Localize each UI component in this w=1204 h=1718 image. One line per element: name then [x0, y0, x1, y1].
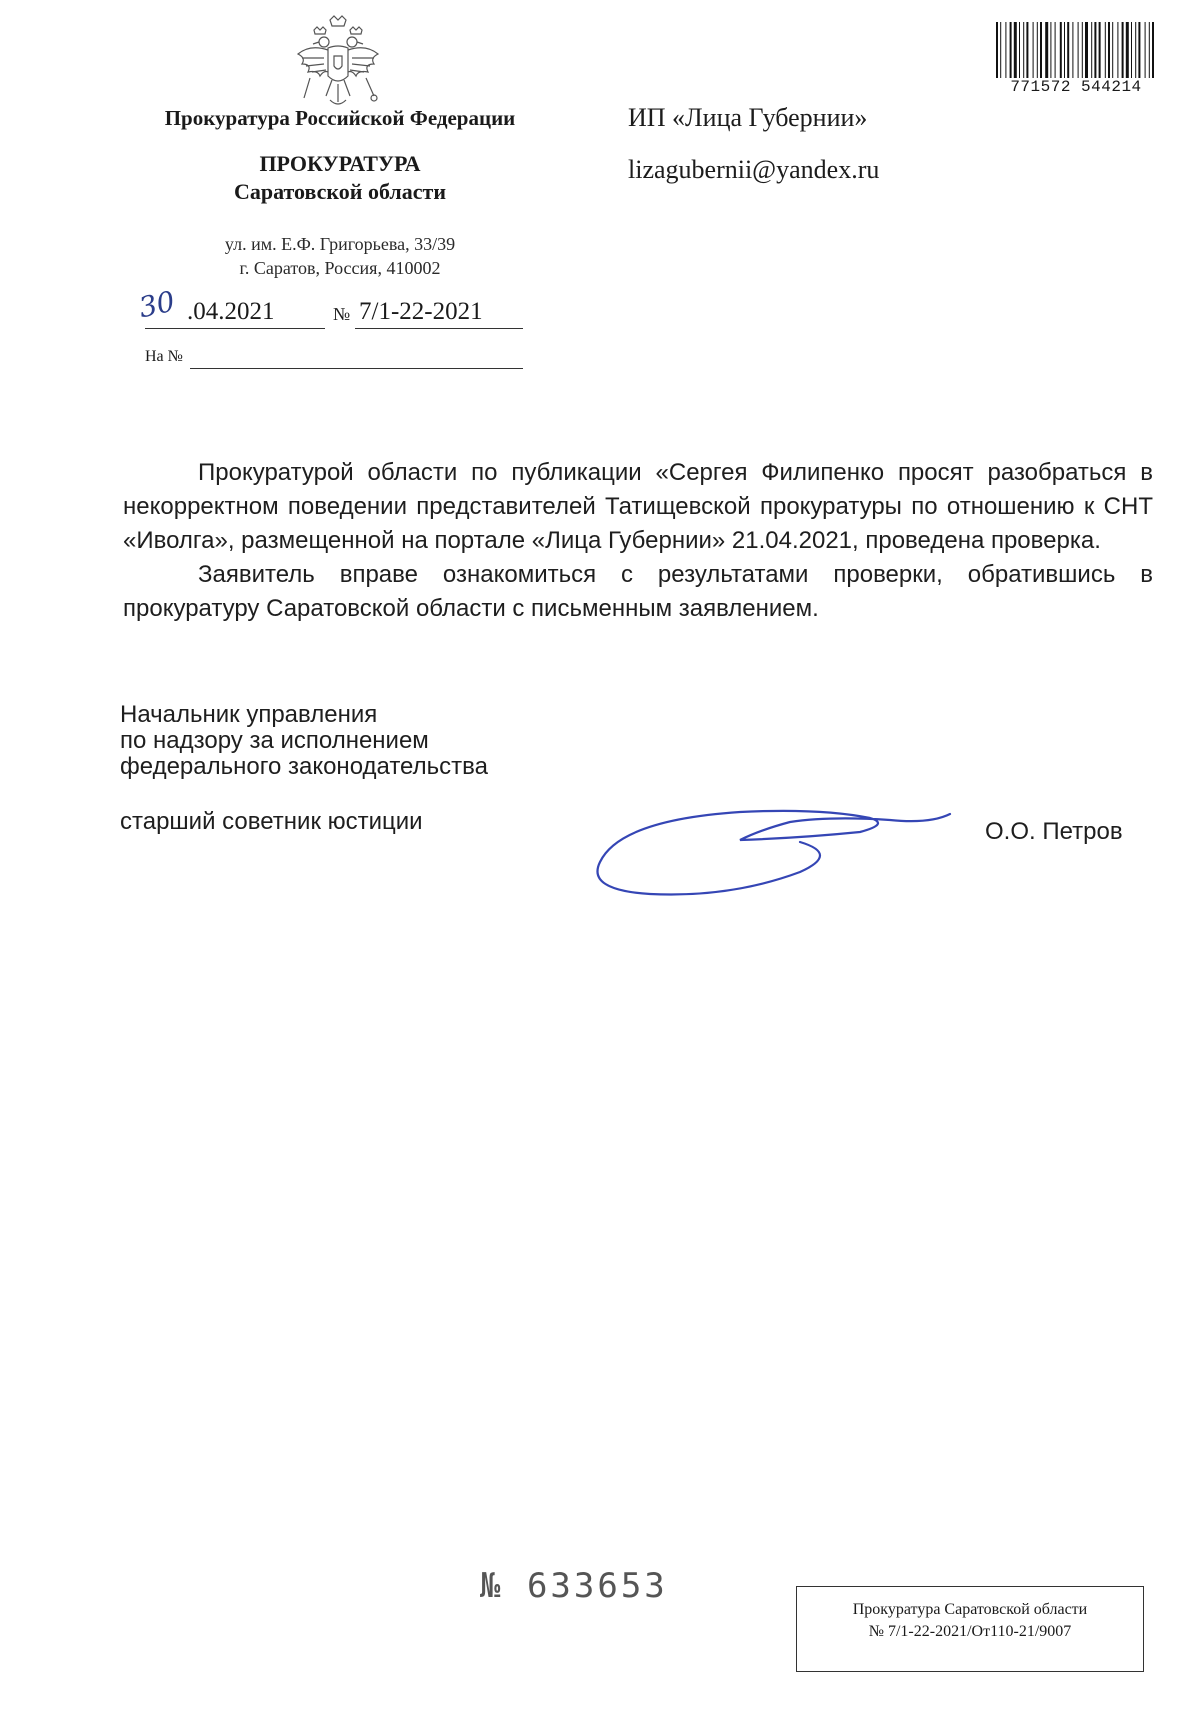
- outgoing-number-field: [355, 298, 523, 329]
- address-line-1: ул. им. Е.Ф. Григорьева, 33/39: [224, 234, 456, 254]
- signatory-title-line-2: по надзору за исполнением: [120, 727, 429, 754]
- agency-name: [120, 150, 560, 206]
- reference-line: [145, 348, 523, 370]
- reference-field: [190, 350, 523, 369]
- outgoing-number: 7/1-22-2021: [359, 298, 483, 325]
- body-paragraph-2: Заявитель вправе ознакомиться с результатами проверки, обратившись в прокуратуру Саратовской области с письменным заявлением.: [123, 561, 1153, 622]
- handwritten-day: 30: [135, 284, 178, 325]
- reference-label: На №: [145, 348, 183, 365]
- letter-body: [123, 456, 1153, 626]
- registration-stamp: [796, 1586, 1144, 1672]
- signatory-title-line-3: федерального законодательства: [120, 753, 488, 780]
- signatory-rank: старший советник юстиции: [120, 808, 423, 835]
- body-paragraph-1: Прокуратурой области по публикации «Сергея Филипенко просят разобраться в некорректном поведении представителей Татищевской прокуратуры по отношению к СНТ «Иволга», размещенной на портале «Лица Губернии» 21.04.2021, проведена проверка.: [123, 459, 1153, 554]
- recipient-email: lizagubernii@yandex.ru: [628, 155, 880, 184]
- barcode-digits: 771572 544214: [1010, 78, 1142, 96]
- signatory-name: О.О. Петров: [985, 818, 1123, 845]
- recipient-name: ИП «Лица Губернии»: [628, 103, 868, 132]
- stamp-line-2: № 7/1-22-2021/От110-21/9007: [868, 1623, 1072, 1640]
- handwritten-signature: [590, 800, 960, 900]
- date-text: .04.2021: [187, 298, 275, 325]
- signatory-title: [120, 702, 488, 780]
- agency-name-line-1: ПРОКУРАТУРА: [259, 151, 421, 176]
- address-line-2: г. Саратов, Россия, 410002: [239, 258, 441, 278]
- number-sign: №: [333, 304, 351, 324]
- agency-name-line-2: Саратовской области: [233, 179, 447, 204]
- registration-number: № 633653: [480, 1566, 668, 1606]
- signatory-title-line-1: Начальник управления: [120, 701, 378, 728]
- coat-of-arms-icon: [290, 14, 386, 114]
- date-field: [135, 284, 325, 329]
- recipient-block: [628, 92, 879, 196]
- date-number-line: [135, 284, 523, 328]
- agency-address: [120, 232, 560, 280]
- agency-parent-name: Прокуратура Российской Федерации: [164, 106, 516, 130]
- stamp-line-1: Прокуратура Саратовской области: [852, 1601, 1088, 1618]
